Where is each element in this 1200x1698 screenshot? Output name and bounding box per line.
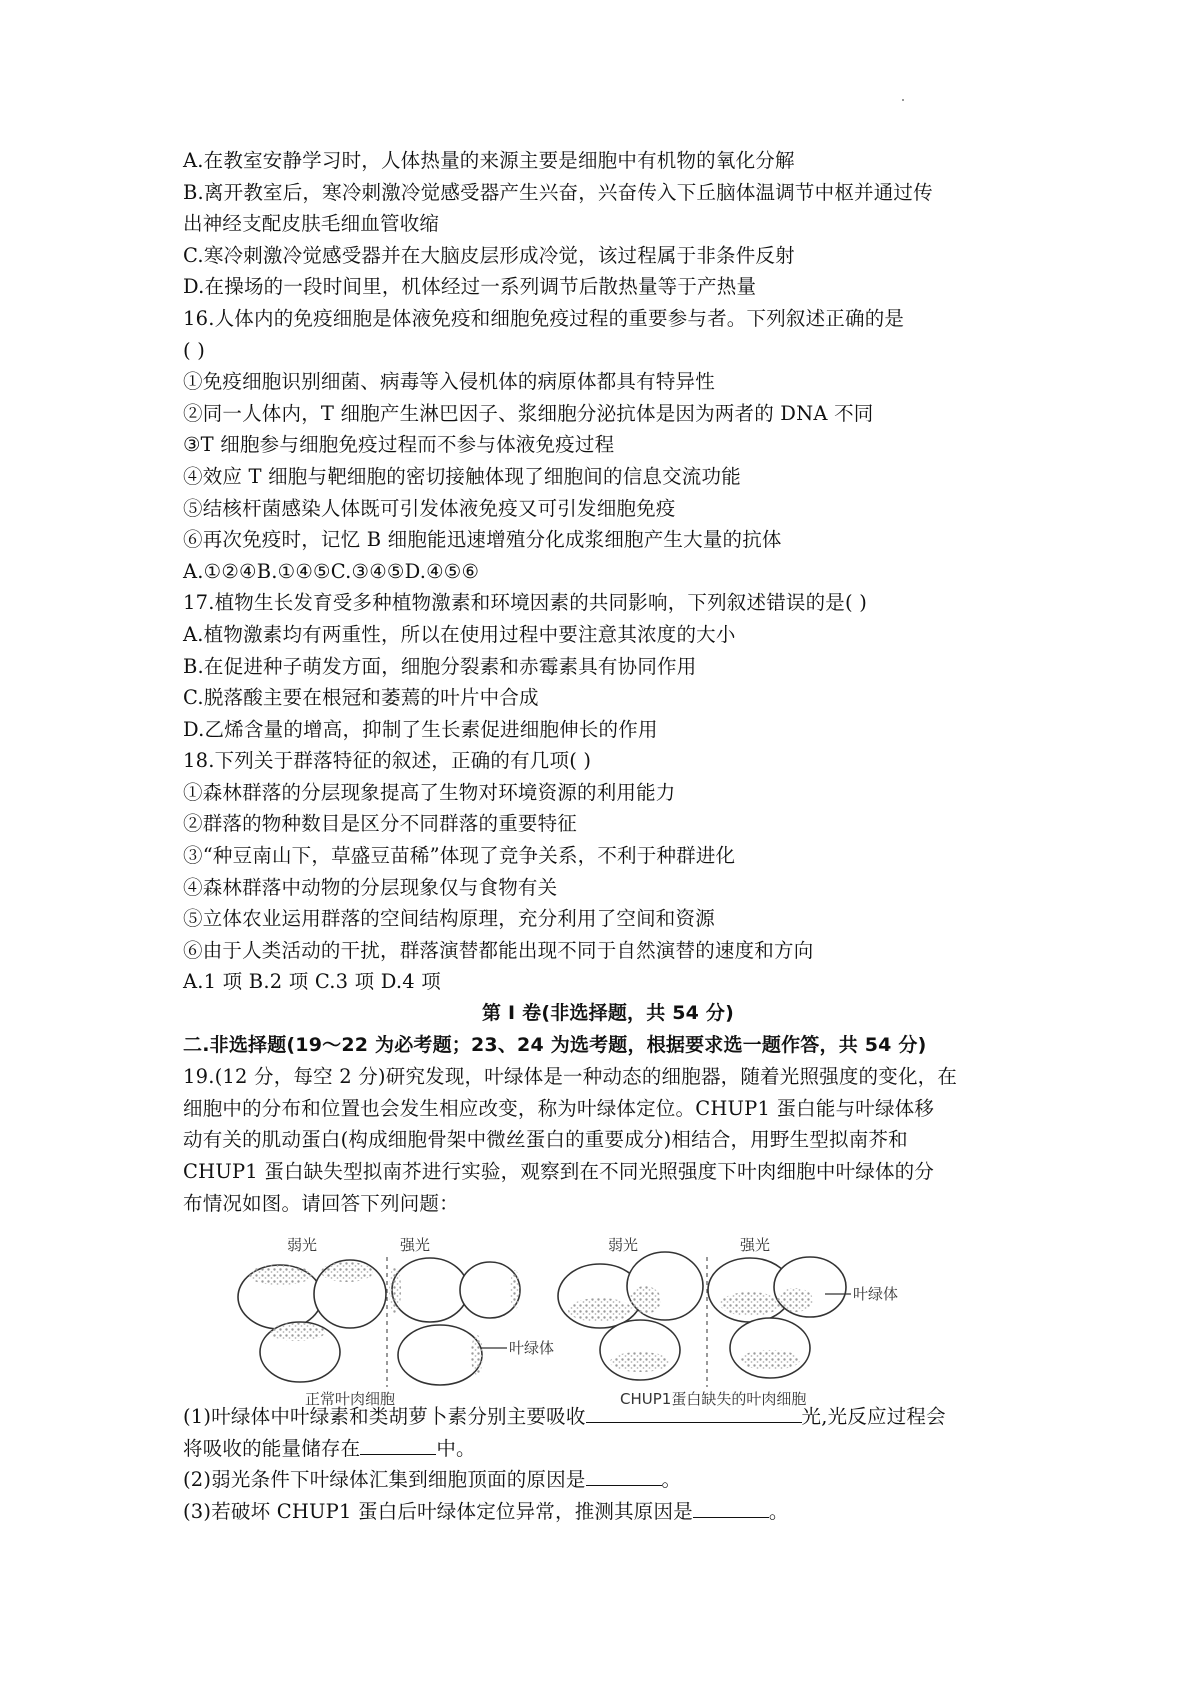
q16-item: ③T 细胞参与细胞免疫过程而不参与体液免疫过程	[183, 433, 615, 457]
q16-stem-paren: ( )	[183, 338, 206, 362]
q18-item: ③“种豆南山下，草盛豆苗稀”体现了竞争关系，不利于种群进化	[183, 844, 736, 868]
q17-option: D.乙烯含量的增高，抑制了生长素促进细胞伸长的作用	[183, 717, 658, 741]
q18-item: ②群落的物种数目是区分不同群落的重要特征	[183, 812, 578, 836]
q15-option-d: D.在操场的一段时间里，机体经过一系列调节后散热量等于产热量	[183, 275, 757, 299]
weak-light-label: 弱光	[608, 1236, 639, 1254]
q16-item: ①免疫细胞识别细菌、病毒等入侵机体的病原体都具有特异性	[183, 370, 715, 394]
q19-line: CHUP1 蛋白缺失型拟南芥进行实验，观察到在不同光照强度下叶肉细胞中叶绿体的分	[183, 1160, 935, 1183]
chloroplast-cluster	[720, 1292, 780, 1316]
mutant-weak-light-cells	[558, 1236, 703, 1380]
q17-option: C.脱落酸主要在根冠和萎蔫的叶片中合成	[183, 686, 539, 710]
strong-light-label: 强光	[400, 1236, 431, 1254]
chloroplast-figure	[225, 1232, 985, 1412]
q16-item: ②同一人体内，T 细胞产生淋巴因子、浆细胞分泌抗体是因为两者的 DNA 不同	[183, 401, 874, 425]
section-heading: 二.非选择题(19～22 为必考题；23、24 为选考题，根据要求选一题作答，共 54 分)	[183, 1033, 927, 1056]
cell	[392, 1258, 468, 1322]
chloroplast-cluster	[568, 1298, 632, 1322]
chloroplast-cluster	[389, 1266, 401, 1314]
q19-sub1-text: 中。	[436, 1436, 476, 1460]
cell	[398, 1325, 482, 1385]
q19-sub3	[183, 1496, 1033, 1528]
answer-blank[interactable]	[693, 1497, 769, 1518]
q15-option-c: C.寒冷刺激冷觉感受器并在大脑皮层形成冷觉，该过程属于非条件反射	[183, 243, 795, 267]
q16-item: ④效应 T 细胞与靶细胞的密切接触体现了细胞间的信息交流功能	[183, 464, 741, 488]
q19-sub2	[183, 1464, 1033, 1496]
chloroplast-cluster	[321, 1262, 373, 1282]
q19-sub3-text: (3)若破坏 CHUP1 蛋白后叶绿体定位异常，推测其原因是	[183, 1499, 693, 1523]
chloroplast-label: 叶绿体	[509, 1339, 555, 1357]
chloroplast-cluster	[248, 1265, 312, 1285]
chloroplast-cluster	[510, 1270, 520, 1310]
answer-blank[interactable]	[360, 1434, 436, 1455]
chloroplast-cluster	[629, 1286, 661, 1314]
q19-line: 动有关的肌动蛋白(构成细胞骨架中微丝蛋白的重要成分)相结合，用野生型拟南芥和	[183, 1128, 908, 1152]
answer-blank[interactable]	[586, 1465, 662, 1486]
caption-mutant: CHUP1蛋白缺失的叶肉细胞	[620, 1390, 807, 1408]
q19-sub1-line2	[183, 1433, 1033, 1465]
q18-options: A.1 项 B.2 项 C.3 项 D.4 项	[183, 970, 441, 994]
q16-stem: 16.人体内的免疫细胞是体液免疫和细胞免疫过程的重要参与者。下列叙述正确的是	[183, 306, 905, 330]
q18-item: ⑥由于人类活动的干扰，群落演替都能出现不同于自然演替的速度和方向	[183, 938, 814, 962]
q19-line: 19.(12 分，每空 2 分)研究发现，叶绿体是一种动态的细胞器，随着光照强度的变化，在	[183, 1065, 958, 1089]
chloroplast-cluster	[777, 1288, 813, 1312]
scan-speck	[902, 99, 904, 101]
q19-line: 布情况如图。请回答下列问题：	[183, 1191, 459, 1215]
strong-light-label: 强光	[740, 1236, 771, 1254]
chloroplast-cluster	[471, 1335, 483, 1375]
q15-option-b-line2: 出神经支配皮肤毛细血管收缩	[183, 212, 440, 236]
section-title: 第 Ⅰ 卷(非选择题，共 54 分)	[482, 1002, 734, 1025]
chloroplast-cluster	[610, 1352, 670, 1372]
q19-sub2-text: (2)弱光条件下叶绿体汇集到细胞顶面的原因是	[183, 1468, 586, 1492]
chloroplast-label: 叶绿体	[853, 1285, 899, 1303]
q19-sub1-text: 将吸收的能量储存在	[183, 1436, 361, 1460]
chloroplast-cluster	[740, 1350, 800, 1370]
q17-option: B.在促进种子萌发方面，细胞分裂素和赤霉素具有协同作用	[183, 654, 697, 678]
q18-item: ⑤立体农业运用群落的空间结构原理，充分利用了空间和资源	[183, 907, 715, 931]
q17-stem: 17.植物生长发育受多种植物激素和环境因素的共同影响，下列叙述错误的是( )	[183, 591, 868, 615]
weak-light-label: 弱光	[287, 1236, 318, 1254]
q19-sub3-text: 。	[768, 1499, 789, 1523]
q15-option-b-line1: B.离开教室后，寒冷刺激冷觉感受器产生兴奋，兴奋传入下丘脑体温调节中枢并通过传	[183, 180, 933, 204]
q19-sub1-text: 光,光反应过程会	[801, 1405, 946, 1429]
q16-options: A.①②④B.①④⑤C.③④⑤D.④⑤⑥	[183, 559, 480, 583]
q17-option: A.植物激素均有两重性，所以在使用过程中要注意其浓度的大小	[183, 622, 736, 646]
caption-normal: 正常叶肉细胞	[305, 1390, 396, 1408]
q19-sub2-text: 。	[661, 1468, 682, 1492]
q16-item: ⑤结核杆菌感染人体既可引发体液免疫又可引发细胞免疫	[183, 496, 676, 520]
q15-option-a: A.在教室安静学习时，人体热量的来源主要是细胞中有机物的氧化分解	[183, 149, 795, 172]
normal-weak-light-cells	[238, 1236, 386, 1382]
q19-sub1-text: (1)叶绿体中叶绿素和类胡萝卜素分别主要吸收	[183, 1405, 586, 1429]
q18-item: ①森林群落的分层现象提高了生物对环境资源的利用能力	[183, 780, 676, 804]
q18-item: ④森林群落中动物的分层现象仅与食物有关	[183, 875, 558, 899]
q19-line: 细胞中的分布和位置也会发生相应改变，称为叶绿体定位。CHUP1 蛋白能与叶绿体移	[183, 1096, 935, 1120]
q18-stem: 18.下列关于群落特征的叙述，正确的有几项( )	[183, 749, 592, 773]
chloroplast-cluster	[269, 1323, 325, 1341]
q16-item: ⑥再次免疫时，记忆 B 细胞能迅速增殖分化成浆细胞产生大量的抗体	[183, 528, 782, 552]
